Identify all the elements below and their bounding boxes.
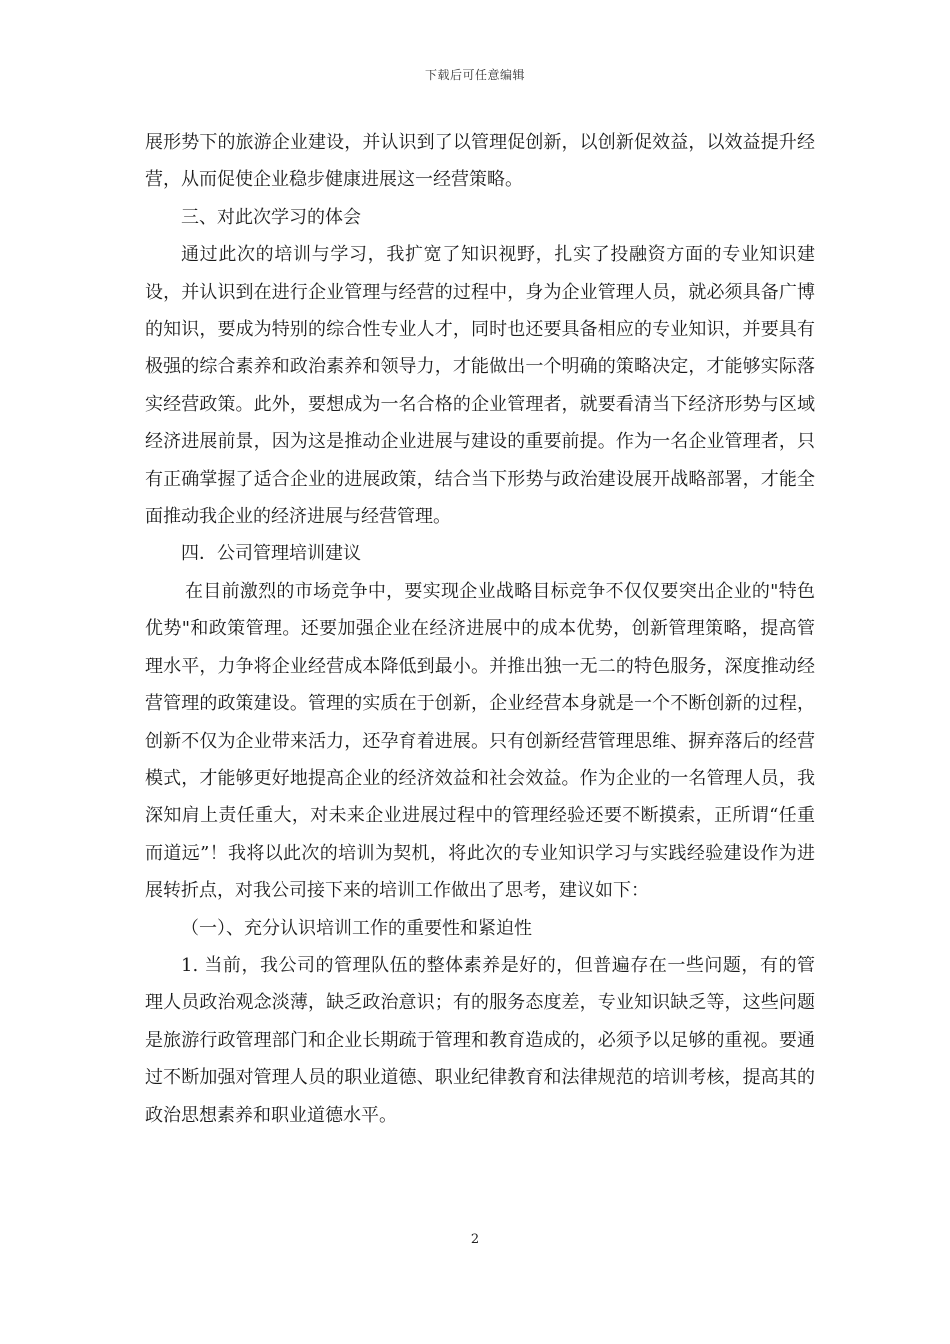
paragraph-reflection: 通过此次的培训与学习，我扩宽了知识视野，扎实了投融资方面的专业知识建设，并认识到在进行企业管理与经营的过程中，身为企业管理人员，就必须具备广博的知识，要成为特别的综合性专业人才，同时也还要具备相应的专业知识，并要具有极强的综合素养和政治素养和领导力，才能做出一个明确的策略决定，才能够实际落实经营政策。此外，要想成为一名合格的企业管理者，就要看清当下经济形势与区域经济进展前景，因为这是推动企业进展与建设的重要前提。作为一名企业管理者，只有正确掌握了适合企业的进展政策，结合当下形势与政治建设展开战略部署，才能全面推动我企业的经济进展与经营管理。 (145, 244, 815, 528)
section-heading-4: 四．公司管理培训建议 (181, 543, 361, 565)
paragraph-point-1: 1. 当前，我公司的管理队伍的整体素养是好的，但普遍存在一些问题，有的管理人员政治观念淡薄，缺乏政治意识；有的服务态度差，专业知识缺乏等，这些问题是旅游行政管理部门和企业长期疏于管理和教育造成的，必须予以足够的重视。要通过不断加强对管理人员的职业道德、职业纪律教育和法律规范的培训考核，提高其的政治思想素养和职业道德水平。 (145, 954, 815, 1126)
page-header: 下载后可任意编辑 (424, 68, 525, 82)
paragraph-training-suggestions: 在目前激烈的市场竞争中，要实现企业战略目标竞争不仅仅要突出企业的"特色优势"和政策管理。还要加强企业在经济进展中的成本优势，创新管理策略，提高管理水平，力争将企业经营成本降低到最小。并推出独一无二的特色服务，深度推动经营管理的政策建设。管理的实质在于创新，企业经营本身就是一个不断创新的过程，创新不仅为企业带来活力，还孕育着进展。只有创新经营管理思维、摒弃落后的经营模式，才能够更好地提高企业的经济效益和社会效益。作为企业的一名管理人员，我深知肩上责任重大，对未来企业进展过程中的管理经验还要不断摸索，正所谓“任重而道远”！我将以此次的培训为契机，将此次的专业知识学习与实践经验建设作为进展转折点，对我公司接下来的培训工作做出了思考，建议如下： (145, 580, 815, 902)
paragraph-continuation: 展形势下的旅游企业建设，并认识到了以管理促创新，以创新促效益，以效益提升经营，从而促使企业稳步健康进展这一经营策略。 (145, 132, 815, 191)
document-body (145, 124, 815, 1134)
section-heading-3: 三、对此次学习的体会 (181, 206, 361, 228)
page-number: 2 (470, 1232, 480, 1247)
subsection-heading-1: （一）、充分认识培训工作的重要性和紧迫性 (181, 917, 532, 939)
